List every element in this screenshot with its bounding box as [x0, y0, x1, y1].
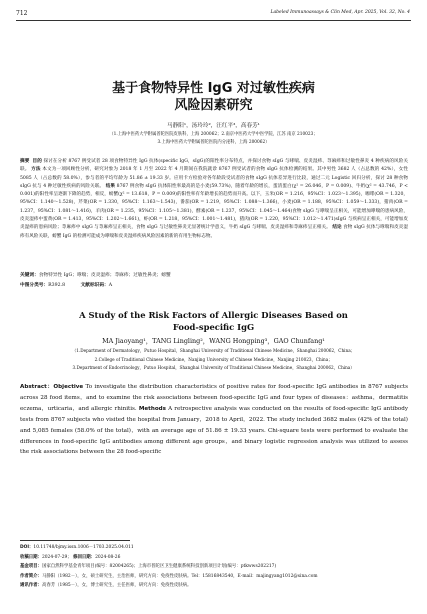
- english-affiliation-line-1: （1.Department of Dermatology，Putuo Hospital，Shanghai University of Traditional Chinese Medicine，Shanghai 200062，China；: [72, 348, 355, 353]
- chinese-affiliation-line-1: （1.上海中医药大学附属普陀医院皮肤科，上海 200062；2.南京中医药大学中医学院，江苏 南京 210023；: [109, 132, 318, 137]
- clc-code: 中图分类号：R392.8: [20, 283, 66, 288]
- objective-label-zh: 目的: [32, 159, 42, 164]
- keywords-label-zh: 关键词：: [20, 273, 39, 278]
- english-authors: MA Jiaoyang¹，TANG Lingling²，WANG Hongping³，GAO Chunfang¹: [102, 337, 325, 345]
- fund-line: 基金项目：国家自然科学基金青年项目(编号：82004265)；上海市普陀区卫生健康系统科技创新项目计划(编号：ptkwws202217): [20, 564, 277, 570]
- footnotes: [20, 543, 410, 591]
- journal-header: Labeled Immunoassays & Clin Med, Apr. 2025, Vol. 32, No. 4: [270, 10, 410, 15]
- results-label-zh: 结果: [105, 183, 116, 189]
- methods-text-zh: 本文为一项回顾性分析，研究对象为 2018 年 1 月至 2022 年 4 月期间在我院就诊 8767 例受试者的食物 sIgG 抗体检测的结果。其中男性 3682 人（占总数的 42%），女性 5085 人（占总数的 58.0%），参与者的平均年龄为 51.86 ± 19.33 岁。应用卡方检验对各年龄段受试者的食物 sIgG 抗体差异进行比较，通过二元 Logistic 回归分析，探讨 28 种食物 sIgG 抗与 4 种过敏性疾病的风险关联。: [20, 167, 408, 189]
- methods-label-zh: 方法: [31, 167, 41, 173]
- chinese-authors: 马静阳¹，汤玲玲²，汪红平³，高春芳¹: [167, 123, 260, 129]
- chinese-title-line-2: 风险因素研究: [174, 98, 253, 113]
- chinese-title: [0, 80, 427, 114]
- chinese-affiliation-line-2: 3.上海中医药大学附属普陀医院内分泌科，上海 200062）: [157, 139, 270, 145]
- english-title-line-2: Food-specific IgG: [172, 322, 255, 332]
- footnote-rule: [20, 540, 130, 541]
- objective-text-zh: 探讨在分析 8767 例受试者 28 项食物特异性 IgG 抗体(specific IgG，sIgG)的阳性率分布特点，并探讨食物 sIgG 与哮喘、皮炎湿疹、荨麻疹和过敏性鼻炎 4 种疾病的风险关联。: [20, 159, 408, 173]
- english-affiliation-line-2: 2.College of Traditional Chinese Medicine，Nanjing University of Chinese Medicine，Nanjing 210023，China；: [94, 356, 333, 362]
- chinese-affiliations: [0, 131, 427, 146]
- author-bio-line: 作者简介：马静阳（1982－），女，硕士研究生，主治医师，研究方向：免疫性皮肤病。Tel：15816843540，E-mail：majingyang1012@sina.com: [20, 573, 318, 579]
- doi-line: DOI：10.11748/bjmy.issn.1006－1703.2025.04.011: [20, 545, 134, 550]
- page-number: 712: [16, 10, 28, 17]
- objective-text-en: To investigate the distribution characteristics of positive rates for food-specific IgG antibodies in 8767 subjects across 28 food items，and to examine the risk associations between food-specific IgG and four types of diseases：asthma，dermatitis eczema，urticaria，and allergic rhinitis.: [20, 384, 408, 412]
- english-affiliation-line-3: 3.Department of Endocrinology，Putuo Hospital，Shanghai University of Traditional Chinese Medicine，Shanghai 200062，China）: [72, 365, 355, 371]
- document-code: 文献标识码：A: [80, 283, 113, 288]
- objective-label-en: Objective: [53, 384, 84, 390]
- keywords-text-zh: 食物特异性 IgG；哮喘；皮炎湿疹；荨麻疹；过敏性鼻炎；螃蟹: [38, 273, 171, 278]
- classification-line: [20, 282, 112, 288]
- abstract-label-en: Abstract：: [20, 384, 54, 390]
- chinese-abstract: [20, 158, 408, 241]
- corresponding-author-line: 通讯作者：高春芳（1985－），女，博士研究生，主任医师，研究方向：免疫性皮肤病。: [20, 583, 192, 589]
- english-title-line-1: A Study of the Risk Factors of Allergic Diseases Based on: [79, 310, 348, 320]
- dates-line: 收稿日期：2024-07-29； 修回日期：2024-08-26: [20, 554, 121, 560]
- english-affiliations: [0, 347, 427, 373]
- keywords-zh: [20, 272, 171, 278]
- english-abstract: [20, 382, 408, 458]
- conclusion-text-zh: 食物 sIgG 抗体与哮喘和皮炎湿疹有风险关联，螃蟹 IgG 的检测可能成为哮喘和皮炎湿疹疾病风险因素的新的有用生物标志物。: [20, 225, 408, 239]
- english-title: [0, 309, 427, 333]
- methods-label-en: Methods: [138, 405, 167, 412]
- results-text-zh: 8767 例食物 sIgG 抗体阳性率最高的是小麦(59.73%)，随着年龄的增长，蛋清蛋白(χ² = 26.046，P = 0.009)、牛奶(χ² = 43.746，P < 0.001)的阳性率呈逐渐下降的趋势，相反，螃蟹(χ² = 13.618，P = 0.009)的阳性率有年龄增长的趋势而升高。以下，玉米(OR = 1.216，95%CI：1.023～1.395)，咖啡(OR = 1.320，95%CI：1.140～1.528)，芹菜(OR = 1.330，95%CI：1.163～1.543)，番茄(OR = 1.219，95%CI：1.088～1.366)，小麦(OR = 1.188，95%CI：1.059～1.333)，猪肉(OR = 1.237，95%CI：1.081～1.416)，羊肉(OR = 1.235，95%CI：1.105～1.381)，酵素(OR = 1.237，95%CI：1.045～1.464)食物 sIgG 与哮喘呈正相关，可能增加哮喘的患病风险，皮炎湿疹中蛋黄(OR = 1.413，95%CI：1.202～1.661)，虾(OR = 1.218，95%CI：1.001～1.481)，猪肉(OR = 1.220，95%CI：1.012～1.471)sIgG 与疾病呈正相关，可能增加皮炎湿疹的患病风险；荨麻疹中 sIgG 与荨麻疹呈正相关，食物 sIgG 与过敏性鼻炎无显著统计学意义，牛奶 sIgG 与哮喘、皮炎湿疹和荨麻疹呈正相关。: [20, 183, 408, 231]
- chinese-title-line-1: 基于食物特异性 IgG 对过敏性疾病: [112, 81, 315, 96]
- methods-text-en: A retrospective analysis was conducted on the results of food-specific IgG antibody tests from 8767 subjects who visited the hospital from January，2018 to April，2022. The study included 3682 males (42% of the total) and 5,085 females (58.0% of the total)，with an average age of 51.86 ± 19.33 years. Chi-square tests were performed to evaluate the differences in food-specific IgG antibodies among different age groups，and binary logistic regression analysis was utilized to assess the risk associations between the 28 food-specific: [20, 405, 408, 456]
- abstract-label-zh: 摘要: [20, 159, 30, 164]
- conclusion-label-zh: 结论: [332, 225, 342, 231]
- header-rule: [16, 20, 411, 21]
